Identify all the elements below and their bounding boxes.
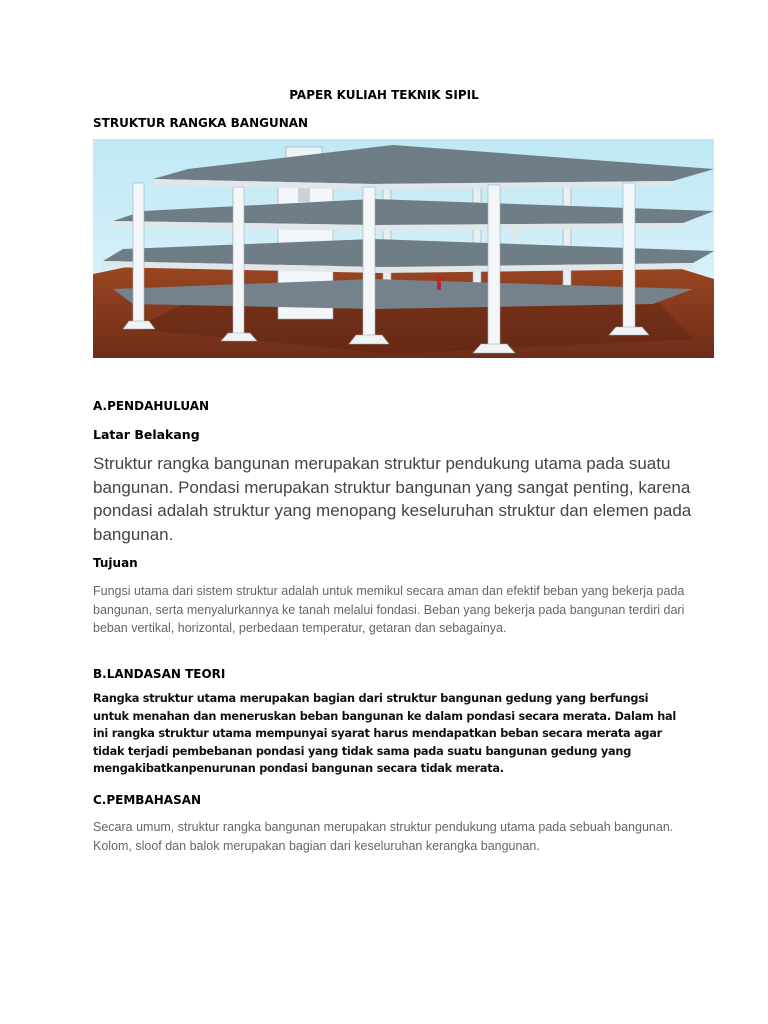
tujuan-heading: Tujuan bbox=[93, 556, 138, 570]
pembahasan-text: Secara umum, struktur rangka bangunan merupakan struktur pendukung utama pada sebuah bangunan. Kolom, sloof dan balok merupakan bagian dari keseluruhan kerangka bangunan. bbox=[93, 820, 674, 853]
section-b-heading: B.LANDASAN TEORI bbox=[93, 667, 226, 681]
building-frame-figure bbox=[93, 139, 714, 358]
landasan-teori-text: Rangka struktur utama merupakan bagian dari struktur bangunan gedung yang berfungsi untuk menahan dan meneruskan beban bangunan ke dalam pondasi secara merata. Dalam hal ini rangka struktur utama mempunyai syarat harus mendapatkan beban secara merata agar tidak terjadi pembebanan pondasi yang tidak sama pada suatu bangunan gedung yang mengakibatkanpenurunan pondasi bangunan secara tidak merata. bbox=[93, 692, 676, 775]
building-frame-illustration bbox=[93, 139, 714, 358]
tujuan-text: Fungsi utama dari sistem struktur adalah untuk memikul secara aman dan efektif beban yang bekerja pada bangunan, serta menyalurkannya ke tanah melalui fondasi. Beban yang bekerja pada bangunan terdiri dari beban vertikal, horizontal, perbedaan temperatur, getaran dan sebagainya. bbox=[93, 584, 685, 635]
document-subtitle: STRUKTUR RANGKA BANGUNAN bbox=[93, 116, 309, 130]
latar-belakang-heading: Latar Belakang bbox=[93, 427, 200, 442]
section-c-heading: C.PEMBAHASAN bbox=[93, 793, 202, 807]
section-a-heading: A.PENDAHULUAN bbox=[93, 399, 210, 413]
latar-belakang-text: Struktur rangka bangunan merupakan struktur pendukung utama pada suatu bangunan. Pondasi merupakan struktur bangunan yang sangat penting, karena pondasi adalah struktur yang menopang keseluruhan struktur dan elemen pada bangunan. bbox=[93, 454, 692, 544]
document-title: PAPER KULIAH TEKNIK SIPIL bbox=[289, 88, 479, 102]
